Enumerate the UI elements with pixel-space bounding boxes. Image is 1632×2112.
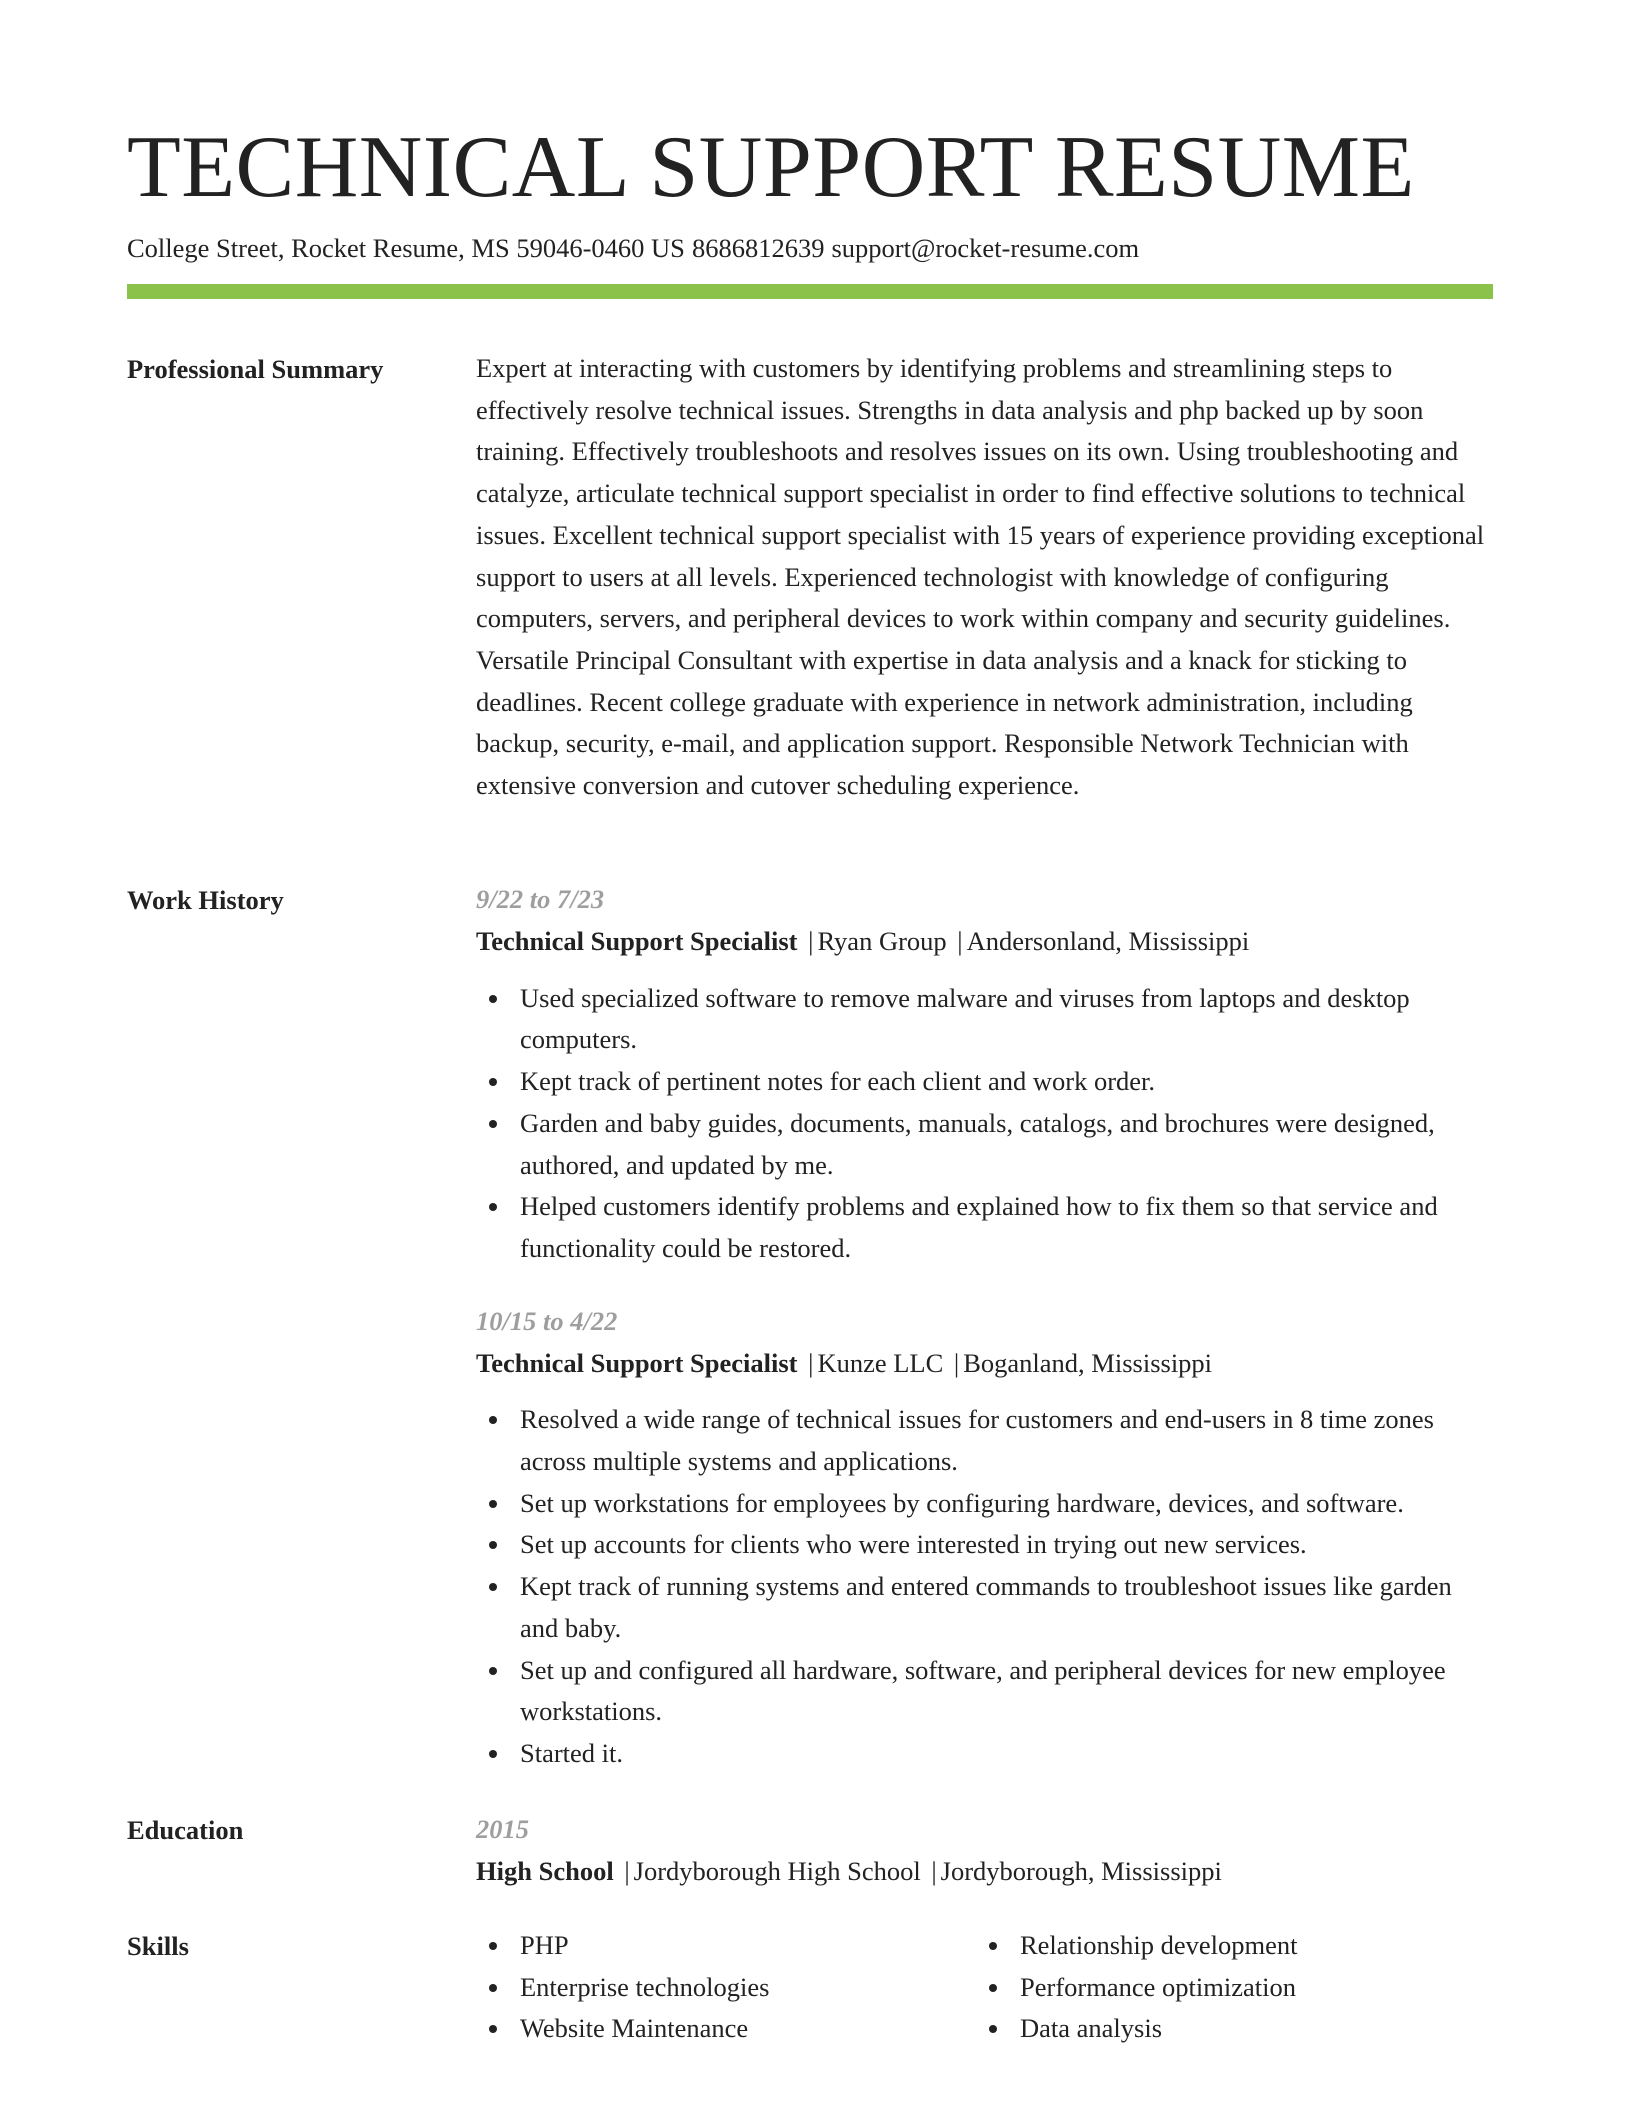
education-location: Jordyborough, Mississippi [940, 1856, 1222, 1886]
education-school: Jordyborough High School [633, 1856, 921, 1886]
education-title-line [476, 1851, 1493, 1893]
job-bullet: Set up and configured all hardware, software, and peripheral devices for new employee workstations. [520, 1650, 1493, 1733]
summary-text: Expert at interacting with customers by identifying problems and streamlining steps to effectively resolve technical issues. Strengths in data analysis and php backed up by soon training. Effectively troubleshoots and resolves issues on its own. Using troubleshooting and catalyze, articulate technical support specialist in order to find effective solutions to technical issues. Excellent technical support specialist with 15 years of experience providing exceptional support to users at all levels. Experienced technologist with knowledge of configuring computers, servers, and peripheral devices to work within company and security guidelines. Versatile Principal Consultant with expertise in data analysis and a knack for sticking to deadlines. Recent college graduate with experience in network administration, including backup, security, e-mail, and application support. Responsible Network Technician with extensive conversion and cutover scheduling experience. [476, 353, 1485, 801]
job-bullet: Kept track of running systems and entered commands to troubleshoot issues like garden and baby. [520, 1566, 1493, 1649]
job-bullet-list [476, 1399, 1493, 1774]
job-bullet: Used specialized software to remove malware and viruses from laptops and desktop computers. [520, 978, 1493, 1061]
education-heading: Education [127, 1815, 244, 1845]
job-bullet: Kept track of pertinent notes for each client and work order. [520, 1061, 1493, 1103]
job-dates: 10/15 to 4/22 [476, 1305, 618, 1336]
work-history-body [476, 879, 1493, 1775]
work-history-heading: Work History [127, 885, 284, 915]
skill-item: PHP [520, 1925, 976, 1967]
job-company: Kunze LLC [817, 1347, 944, 1378]
skill-item: Enterprise technologies [520, 1967, 976, 2009]
job-company: Ryan Group [817, 926, 947, 956]
separator: | [931, 1856, 937, 1886]
job-location: Boganland, Mississippi [963, 1347, 1213, 1378]
job-role: Technical Support Specialist [476, 926, 798, 956]
skills-heading: Skills [127, 1931, 189, 1961]
separator: | [957, 926, 963, 956]
job-location: Andersonland, Mississippi [966, 926, 1250, 956]
resume-title: TECHNICAL SUPPORT RESUME [127, 119, 1415, 216]
job-bullet: Set up accounts for clients who were interested in trying out new services. [520, 1524, 1493, 1566]
job-bullet-list [476, 978, 1493, 1270]
education-dates: 2015 [476, 1814, 529, 1844]
separator: | [808, 1347, 814, 1378]
job-role: Technical Support Specialist [476, 1347, 798, 1378]
job-bullet: Set up workstations for employees by configuring hardware, devices, and software. [520, 1483, 1493, 1525]
job-bullet: Started it. [520, 1733, 1493, 1775]
skill-item: Relationship development [1020, 1925, 1476, 1967]
job-dates: 9/22 to 7/23 [476, 884, 605, 914]
job-entry [476, 1301, 1493, 1775]
separator: | [808, 926, 814, 956]
skill-item: Data analysis [1020, 2008, 1476, 2050]
contact-line [127, 228, 1139, 268]
skills-grid [476, 1925, 1493, 2050]
skills-body [476, 1925, 1493, 2050]
education-body [476, 1809, 1493, 1893]
contact-address: College Street, Rocket Resume, MS 59046-0460 US [127, 233, 685, 263]
header-divider [127, 284, 1493, 299]
summary-heading: Professional Summary [127, 354, 384, 384]
education-degree: High School [476, 1856, 614, 1886]
contact-phone: 8686812639 [691, 233, 825, 263]
skill-item: Performance optimization [1020, 1967, 1476, 2009]
job-bullet: Helped customers identify problems and explained how to fix them so that service and functionality could be restored. [520, 1186, 1493, 1269]
job-title-line [476, 1343, 1493, 1385]
job-bullet: Resolved a wide range of technical issues for customers and end-users in 8 time zones across multiple systems and applications. [520, 1399, 1493, 1482]
job-bullet: Garden and baby guides, documents, manuals, catalogs, and brochures were designed, authored, and updated by me. [520, 1103, 1493, 1186]
skills-list [976, 1925, 1476, 2050]
separator: | [953, 1347, 960, 1378]
separator: | [624, 1856, 630, 1886]
contact-email: support@rocket-resume.com [831, 233, 1140, 263]
job-entry [476, 879, 1493, 1270]
skill-item: Website Maintenance [520, 2008, 976, 2050]
skills-list [476, 1925, 976, 2050]
skills-column-right [976, 1925, 1476, 2050]
skills-column-left [476, 1925, 976, 2050]
job-title-line [476, 921, 1493, 963]
summary-body [476, 348, 1493, 807]
